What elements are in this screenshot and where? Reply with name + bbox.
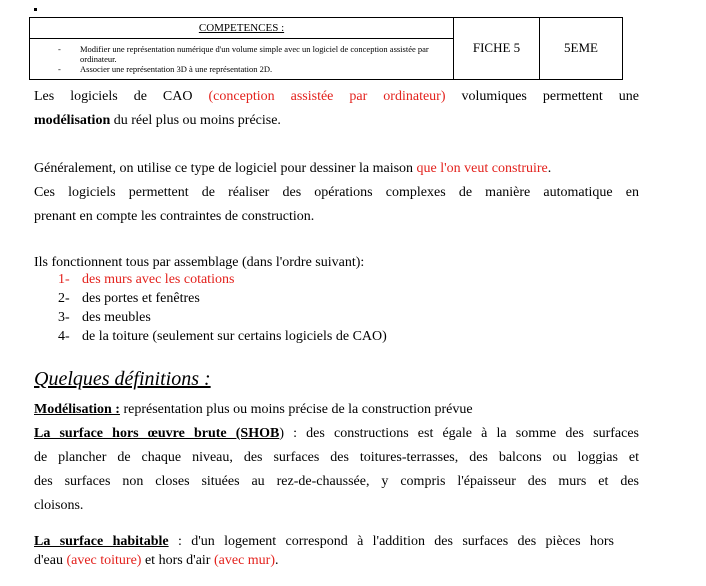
definition-red-text: (avec mur) [213,553,276,568]
competences-title: COMPETENCES : [30,18,454,39]
intro-paragraph-3-line-2: prenant en compte les contraintes de construction. [34,209,315,224]
intro-paragraph-1-line-2 [34,109,639,133]
step-item [58,270,387,289]
definition-habitable-line-2 [34,551,639,570]
definition-text: . [275,553,279,568]
competence-item: - Modifier une représentation numérique d'un volume simple avec un logiciel de conception assistée par ordinateur. [58,44,453,64]
intro-text: Les logiciels de CAO [34,89,209,104]
definition-red-text: (avec toiture) [66,553,142,568]
intro-paragraph-2 [34,157,639,181]
competences-list-cell [30,39,454,80]
definition-term: La surface habitable [34,534,169,549]
step-item [58,308,387,327]
step-text: de la toiture (seulement sur certains logiciels de CAO) [82,329,387,344]
definition-shob-line-3: des surfaces non closes situées au rez-de-chaussée, y compris l'épaisseur des murs et des [34,474,639,489]
step-text: des murs avec les cotations [82,272,235,287]
definition-term: La surface hors œuvre brute (SHOB [34,426,280,441]
intro-text: volumiques permettent une [445,89,639,104]
definition-term: Modélisation : [34,402,120,417]
competences-list [30,42,453,76]
definition-shob-line-1 [34,422,639,446]
bullet-dot [34,8,37,11]
step-text: des meubles [82,310,151,325]
definition-text: : d'un logement correspond à l'addition des surfaces des pièces hors [168,534,615,549]
intro-paragraph-4: Ils fonctionnent tous par assemblage (dans l'ordre suivant): [34,255,365,270]
definition-text: d'eau [34,553,67,568]
intro-text: . [547,161,552,176]
modelisation-bold: modélisation [34,113,111,128]
step-item [58,327,387,346]
definition-text: et hors d'air [141,553,214,568]
step-number: 4- [58,329,70,344]
assembly-steps-list [58,270,387,346]
step-item [58,289,387,308]
level-label: 5EME [540,18,623,80]
intro-red-text: (conception assistée par ordinateur) [208,89,446,104]
definition-habitable-line-1 [34,532,614,551]
intro-red-text: que l'on veut construire [416,161,548,176]
definitions-title: Quelques définitions : [34,368,211,390]
step-number: 1- [58,272,70,287]
step-number: 3- [58,310,70,325]
fiche-label: FICHE 5 [454,18,540,80]
definition-shob-line-2: de plancher de chaque niveau, des surfaces des toitures-terrasses, des balcons ou loggias et [34,450,639,465]
intro-paragraph-1-line-1 [34,85,639,109]
definition-modelisation [34,400,639,419]
competences-header-table [29,17,623,80]
intro-text: Généralement, on utilise ce type de logiciel pour dessiner la maison [34,161,417,176]
step-text: des portes et fenêtres [82,291,200,306]
definition-text: représentation plus ou moins précise de la construction prévue [119,402,473,417]
intro-paragraph-3-line-1: Ces logiciels permettent de réaliser des opérations complexes de manière automatique en [34,185,639,200]
definition-shob-line-4: cloisons. [34,498,84,513]
intro-text: du réel plus ou moins précise. [110,113,281,128]
competence-item: - Associer une représentation 3D à une représentation 2D. [58,64,453,74]
definition-text: ) : des constructions est égale à la somme des surfaces [279,426,639,441]
step-number: 2- [58,291,70,306]
